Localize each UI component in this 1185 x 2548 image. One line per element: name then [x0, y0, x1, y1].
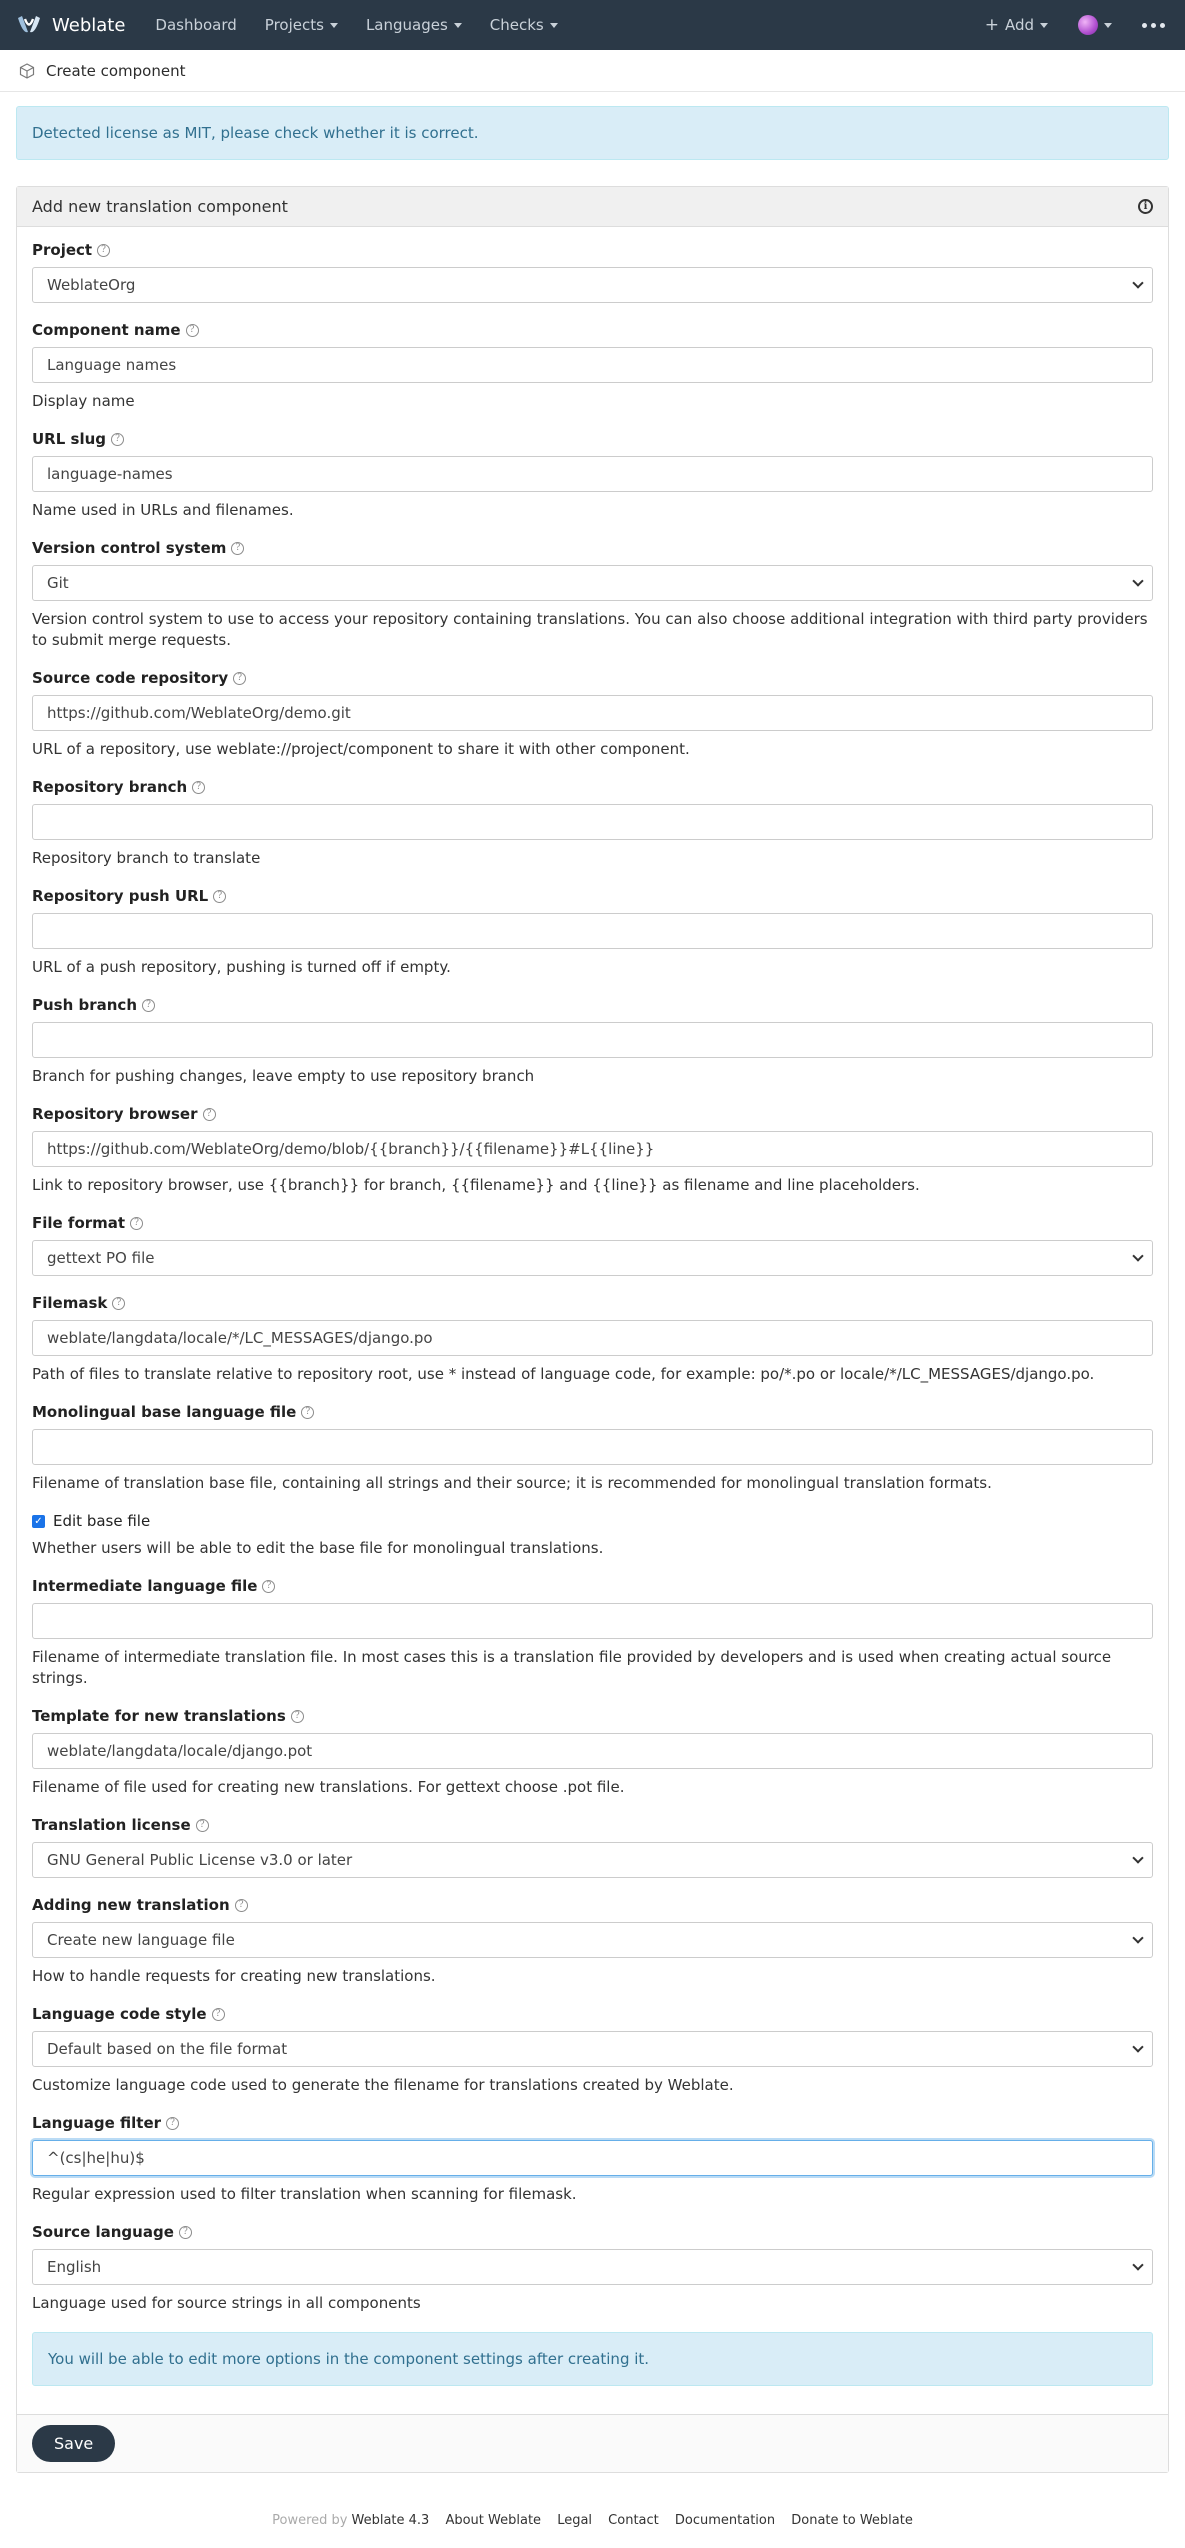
- info-icon[interactable]: i: [1138, 199, 1153, 214]
- component-name-label: Component name: [32, 321, 181, 339]
- template-help: Filename of file used for creating new translations. For gettext choose .pot file.: [32, 1778, 625, 1796]
- vcs-value: Git: [47, 574, 69, 592]
- new-translation-help: How to handle requests for creating new translations.: [32, 1967, 436, 1985]
- license-select[interactable]: [32, 1842, 1153, 1878]
- nav-checks[interactable]: [490, 16, 558, 34]
- help-icon[interactable]: ?: [111, 433, 124, 446]
- new-translation-value: Create new language file: [47, 1931, 235, 1949]
- powered-by: Powered by: [272, 2513, 348, 2528]
- panel-footer: [17, 2414, 1168, 2472]
- nav-projects-label: Projects: [264, 16, 324, 34]
- user-menu[interactable]: [1078, 15, 1112, 35]
- help-icon[interactable]: ?: [142, 999, 155, 1012]
- footer-link-about[interactable]: About Weblate: [445, 2513, 542, 2528]
- panel-title: Add new translation component: [32, 197, 288, 216]
- help-icon[interactable]: ?: [192, 781, 205, 794]
- settings-note: You will be able to edit more options in the component settings after creating it.: [32, 2332, 1153, 2386]
- new-translation-select[interactable]: [32, 1922, 1153, 1958]
- push-url-input[interactable]: [32, 913, 1153, 949]
- url-slug-help: Name used in URLs and filenames.: [32, 501, 294, 519]
- help-icon[interactable]: ?: [186, 324, 199, 337]
- component-name-help: Display name: [32, 392, 135, 410]
- branch-help: Repository branch to translate: [32, 849, 261, 867]
- lang-filter-help: Regular expression used to filter translation when scanning for filemask.: [32, 2185, 577, 2203]
- caret-down-icon: [1104, 23, 1112, 28]
- help-icon[interactable]: ?: [231, 542, 244, 555]
- new-translation-label: Adding new translation: [32, 1896, 230, 1914]
- vcs-label: Version control system: [32, 539, 227, 557]
- project-label: Project: [32, 241, 93, 259]
- source-lang-label: Source language: [32, 2223, 174, 2241]
- nav-add-label: Add: [1004, 16, 1034, 34]
- component-cube-icon: [18, 62, 36, 80]
- help-icon[interactable]: ?: [235, 1899, 248, 1912]
- weblate-logo-icon: [14, 10, 44, 40]
- help-icon[interactable]: ?: [301, 1406, 314, 1419]
- more-menu-icon[interactable]: [1142, 23, 1165, 28]
- chevron-down-icon: [1132, 2259, 1143, 2270]
- brand-name: Weblate: [52, 14, 126, 36]
- nav-languages-label: Languages: [365, 16, 448, 34]
- branch-input[interactable]: [32, 804, 1153, 840]
- repo-help: URL of a repository, use weblate://project/component to share it with other component.: [32, 740, 690, 758]
- license-value: GNU General Public License v3.0 or later: [47, 1851, 353, 1869]
- project-select[interactable]: [32, 267, 1153, 303]
- help-icon[interactable]: ?: [166, 2117, 179, 2130]
- help-icon[interactable]: ?: [213, 890, 226, 903]
- help-icon[interactable]: ?: [97, 244, 110, 257]
- file-format-value: gettext PO file: [47, 1249, 155, 1267]
- caret-down-icon: [550, 23, 558, 28]
- file-format-select[interactable]: [32, 1240, 1153, 1276]
- code-style-select[interactable]: [32, 2031, 1153, 2067]
- template-label: Template for new translations: [32, 1707, 286, 1725]
- project-value: WeblateOrg: [47, 276, 136, 294]
- plus-icon: +: [984, 15, 999, 35]
- help-icon[interactable]: ?: [112, 1297, 125, 1310]
- help-icon[interactable]: ?: [203, 1108, 216, 1121]
- source-lang-select[interactable]: [32, 2249, 1153, 2285]
- page-footer: [0, 2513, 1185, 2548]
- repo-input[interactable]: https://github.com/WeblateOrg/demo.git: [32, 695, 1153, 731]
- push-url-help: URL of a push repository, pushing is turned off if empty.: [32, 958, 451, 976]
- help-icon[interactable]: ?: [179, 2226, 192, 2239]
- help-icon[interactable]: ?: [212, 2008, 225, 2021]
- mono-base-label: Monolingual base language file: [32, 1403, 297, 1421]
- template-input[interactable]: weblate/langdata/locale/django.pot: [32, 1733, 1153, 1769]
- license-alert: Detected license as MIT, please check whether it is correct.: [16, 106, 1169, 160]
- repo-browser-input[interactable]: https://github.com/WeblateOrg/demo/blob/{{branch}}/{{filename}}#L{{line}}: [32, 1131, 1153, 1167]
- brand-link[interactable]: [14, 10, 125, 40]
- edit-base-checkbox-row[interactable]: [32, 1512, 1153, 1530]
- caret-down-icon: [454, 23, 462, 28]
- url-slug-input[interactable]: language-names: [32, 456, 1153, 492]
- push-branch-label: Push branch: [32, 996, 138, 1014]
- footer-link-documentation[interactable]: Documentation: [674, 2513, 776, 2528]
- component-name-input[interactable]: Language names: [32, 347, 1153, 383]
- intermediate-label: Intermediate language file: [32, 1577, 258, 1595]
- help-icon[interactable]: ?: [233, 672, 246, 685]
- create-component-panel: [16, 186, 1169, 2473]
- help-icon[interactable]: ?: [291, 1710, 304, 1723]
- chevron-down-icon: [1132, 1852, 1143, 1863]
- push-url-label: Repository push URL: [32, 887, 209, 905]
- vcs-help: Version control system to use to access your repository containing translations. You can also choose additional integration with third party providers to submit merge requests.: [32, 610, 1148, 649]
- filemask-help: Path of files to translate relative to repository root, use * instead of language code, for example: po/*.po or locale/*/LC_MESSAGES/django.po.: [32, 1365, 1095, 1383]
- footer-version-link[interactable]: Weblate 4.3: [351, 2513, 430, 2528]
- nav-dashboard[interactable]: [155, 16, 236, 34]
- caret-down-icon: [330, 23, 338, 28]
- code-style-label: Language code style: [32, 2005, 207, 2023]
- help-icon[interactable]: ?: [130, 1217, 143, 1230]
- lang-filter-input[interactable]: ^(cs|he|hu)$: [32, 2140, 1153, 2176]
- edit-base-checkbox[interactable]: ✓: [32, 1515, 45, 1528]
- footer-link-legal[interactable]: Legal: [557, 2513, 593, 2528]
- chevron-down-icon: [1132, 575, 1143, 586]
- lang-filter-label: Language filter: [32, 2114, 162, 2132]
- license-label: Translation license: [32, 1816, 191, 1834]
- repo-label: Source code repository: [32, 669, 229, 687]
- intermediate-help: Filename of intermediate translation file. In most cases this is a translation file provided by developers and is used when creating actual source strings.: [32, 1648, 1112, 1687]
- avatar: [1078, 15, 1098, 35]
- code-style-value: Default based on the file format: [47, 2040, 288, 2058]
- footer-link-contact[interactable]: Contact: [608, 2513, 659, 2528]
- repo-browser-help: Link to repository browser, use {{branch}} for branch, {{filename}} and {{line}} as filename and line placeholders.: [32, 1176, 920, 1194]
- file-format-label: File format: [32, 1214, 126, 1232]
- chevron-down-icon: [1132, 277, 1143, 288]
- repo-browser-label: Repository browser: [32, 1105, 198, 1123]
- source-lang-help: Language used for source strings in all components: [32, 2294, 421, 2312]
- vcs-select[interactable]: [32, 565, 1153, 601]
- nav-dashboard-label: Dashboard: [155, 16, 237, 34]
- nav-languages[interactable]: [366, 16, 462, 34]
- nav-projects[interactable]: [265, 16, 338, 34]
- breadcrumb: [0, 50, 1185, 92]
- caret-down-icon: [1040, 23, 1048, 28]
- top-navbar: [0, 0, 1185, 50]
- footer-link-donate[interactable]: Donate to Weblate: [791, 2513, 913, 2528]
- chevron-down-icon: [1132, 2041, 1143, 2052]
- chevron-down-icon: [1132, 1250, 1143, 1261]
- push-branch-input[interactable]: [32, 1022, 1153, 1058]
- save-button[interactable]: Save: [32, 2425, 115, 2462]
- intermediate-input[interactable]: [32, 1603, 1153, 1639]
- code-style-help: Customize language code used to generate the filename for translations created by Weblate.: [32, 2076, 734, 2094]
- nav-add[interactable]: [985, 15, 1048, 35]
- mono-base-help: Filename of translation base file, containing all strings and their source; it is recommended for monolingual translation formats.: [32, 1474, 992, 1492]
- push-branch-help: Branch for pushing changes, leave empty to use repository branch: [32, 1067, 535, 1085]
- filemask-input[interactable]: weblate/langdata/locale/*/LC_MESSAGES/django.po: [32, 1320, 1153, 1356]
- edit-base-label: Edit base file: [53, 1512, 151, 1530]
- help-icon[interactable]: ?: [262, 1580, 275, 1593]
- filemask-label: Filemask: [32, 1294, 108, 1312]
- url-slug-label: URL slug: [32, 430, 106, 448]
- edit-base-help: Whether users will be able to edit the base file for monolingual translations.: [32, 1539, 604, 1557]
- mono-base-input[interactable]: [32, 1429, 1153, 1465]
- panel-heading: [17, 187, 1168, 227]
- branch-label: Repository branch: [32, 778, 188, 796]
- help-icon[interactable]: ?: [196, 1819, 209, 1832]
- nav-checks-label: Checks: [489, 16, 544, 34]
- page-title: Create component: [46, 61, 186, 80]
- source-lang-value: English: [47, 2258, 102, 2276]
- chevron-down-icon: [1132, 1932, 1143, 1943]
